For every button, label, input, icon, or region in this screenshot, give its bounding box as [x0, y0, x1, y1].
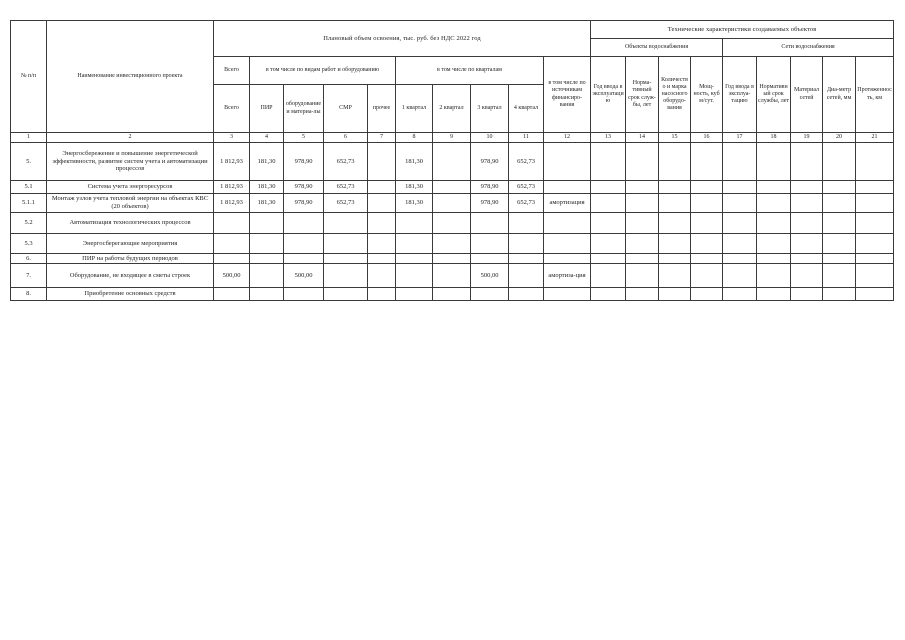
column-number: 2 — [47, 133, 214, 143]
row-number: 5. — [11, 143, 47, 181]
value-cell — [823, 288, 856, 301]
value-cell — [856, 288, 894, 301]
value-cell: 500,00 — [284, 264, 324, 288]
header-water-networks: Сети водоснабжения — [723, 39, 894, 57]
header-sub-col: 4 квартал — [509, 85, 544, 133]
header-sub-col: 3 квартал — [471, 85, 509, 133]
header-sub-col: оборудование и материа-лы — [284, 85, 324, 133]
column-numbers-row — [11, 133, 894, 143]
value-cell — [691, 254, 723, 264]
value-cell — [544, 234, 591, 254]
value-cell — [791, 254, 823, 264]
value-cell — [471, 213, 509, 234]
project-name: Система учета энергоресурсов — [47, 181, 214, 194]
value-cell — [250, 264, 284, 288]
value-cell: 500,00 — [471, 264, 509, 288]
value-cell — [324, 264, 368, 288]
table-body — [11, 143, 894, 301]
header-tech-col: Год ввода в эксплуа-тацию — [723, 57, 757, 133]
header-sub-col: прочее — [368, 85, 396, 133]
value-cell — [591, 288, 626, 301]
value-cell — [368, 288, 396, 301]
value-cell — [856, 264, 894, 288]
value-cell — [509, 234, 544, 254]
value-cell — [284, 234, 324, 254]
value-cell — [856, 194, 894, 213]
value-cell: 500,00 — [214, 264, 250, 288]
value-cell — [396, 213, 433, 234]
value-cell — [791, 194, 823, 213]
header-water-objects: Объекты водоснабжения — [591, 39, 723, 57]
header-tech-col: Диа-метр сетей, мм — [823, 57, 856, 133]
header-sub-col: СМР — [324, 85, 368, 133]
value-cell — [396, 234, 433, 254]
value-cell — [626, 143, 659, 181]
header-project-name: Наименование инвестиционного проекта — [47, 21, 214, 133]
value-cell — [509, 288, 544, 301]
column-number: 1 — [11, 133, 47, 143]
column-number: 8 — [396, 133, 433, 143]
value-cell: 1 812,93 — [214, 194, 250, 213]
value-cell — [691, 143, 723, 181]
value-cell: 652,73 — [509, 194, 544, 213]
value-cell — [823, 234, 856, 254]
header-tech-col: Норма-тивный срок служ-бы, лет — [626, 57, 659, 133]
value-cell — [591, 194, 626, 213]
value-cell — [591, 181, 626, 194]
value-cell: 652,73 — [509, 143, 544, 181]
value-cell — [471, 254, 509, 264]
value-cell — [723, 213, 757, 234]
value-cell — [368, 181, 396, 194]
value-cell — [659, 194, 691, 213]
value-cell — [433, 288, 471, 301]
value-cell — [691, 264, 723, 288]
value-cell: 181,30 — [250, 143, 284, 181]
value-cell — [433, 143, 471, 181]
column-number: 12 — [544, 133, 591, 143]
value-cell — [214, 234, 250, 254]
value-cell — [659, 288, 691, 301]
value-cell — [626, 213, 659, 234]
value-cell — [591, 234, 626, 254]
value-cell — [791, 143, 823, 181]
header-sub-col: 1 квартал — [396, 85, 433, 133]
table-row — [11, 254, 894, 264]
value-cell — [823, 254, 856, 264]
value-cell — [591, 143, 626, 181]
column-number: 9 — [433, 133, 471, 143]
value-cell — [856, 213, 894, 234]
value-cell: 181,30 — [396, 143, 433, 181]
column-number: 13 — [591, 133, 626, 143]
project-name: Приобретение основных средств — [47, 288, 214, 301]
value-cell: 978,90 — [284, 181, 324, 194]
table-row — [11, 194, 894, 213]
value-cell — [757, 213, 791, 234]
value-cell — [723, 288, 757, 301]
value-cell — [591, 264, 626, 288]
header-tech-characteristics: Технические характеристики создаваемых объектов — [591, 21, 894, 39]
column-number: 16 — [691, 133, 723, 143]
value-cell — [723, 181, 757, 194]
value-cell — [757, 234, 791, 254]
table-row — [11, 288, 894, 301]
value-cell — [471, 234, 509, 254]
value-cell — [823, 143, 856, 181]
header-sub-col: 2 квартал — [433, 85, 471, 133]
value-cell — [396, 288, 433, 301]
value-cell — [856, 181, 894, 194]
column-number: 15 — [659, 133, 691, 143]
value-cell — [659, 234, 691, 254]
header-plan-volume: Плановый объем освоения, тыс. руб. без НДС 2022 год — [214, 21, 591, 57]
value-cell — [250, 234, 284, 254]
value-cell — [626, 234, 659, 254]
value-cell: 652,73 — [324, 181, 368, 194]
project-name: Автоматизация технологических процессов — [47, 213, 214, 234]
value-cell — [791, 213, 823, 234]
value-cell — [659, 213, 691, 234]
value-cell — [626, 254, 659, 264]
value-cell — [691, 213, 723, 234]
value-cell — [591, 254, 626, 264]
header-tech-col: Нормативный срок службы, лет — [757, 57, 791, 133]
column-number: 10 — [471, 133, 509, 143]
value-cell: амортизация — [544, 194, 591, 213]
column-number: 19 — [791, 133, 823, 143]
column-number: 4 — [250, 133, 284, 143]
value-cell — [250, 254, 284, 264]
table-row — [11, 143, 894, 181]
investment-table — [10, 20, 894, 301]
value-cell — [433, 254, 471, 264]
header-tech-col: Материал сетей — [791, 57, 823, 133]
value-cell — [691, 288, 723, 301]
value-cell — [757, 181, 791, 194]
value-cell — [723, 264, 757, 288]
table-header — [11, 21, 894, 143]
row-number: 6. — [11, 254, 47, 264]
table-row — [11, 234, 894, 254]
value-cell — [659, 143, 691, 181]
header-sub-col: ПИР — [250, 85, 284, 133]
column-number: 5 — [284, 133, 324, 143]
value-cell — [823, 194, 856, 213]
value-cell — [544, 143, 591, 181]
value-cell — [723, 143, 757, 181]
value-cell — [284, 254, 324, 264]
column-number: 21 — [856, 133, 894, 143]
project-name: Монтаж узлов учета тепловой энергии на объектах КВС (20 объектов) — [47, 194, 214, 213]
value-cell — [368, 254, 396, 264]
column-number: 7 — [368, 133, 396, 143]
value-cell — [691, 181, 723, 194]
value-cell: 978,90 — [471, 194, 509, 213]
value-cell — [723, 194, 757, 213]
row-number: 8. — [11, 288, 47, 301]
value-cell: 1 812,93 — [214, 181, 250, 194]
header-tech-col: Год ввода в эксплуатацию — [591, 57, 626, 133]
header-by-work-types: в том числе по видам работ и оборудованию — [250, 57, 396, 85]
header-sub-col: Всего — [214, 85, 250, 133]
value-cell — [509, 264, 544, 288]
value-cell — [544, 254, 591, 264]
value-cell — [757, 264, 791, 288]
value-cell: 181,30 — [250, 181, 284, 194]
project-name: ПИР на работы будущих периодов — [47, 254, 214, 264]
value-cell — [396, 254, 433, 264]
value-cell — [214, 288, 250, 301]
value-cell: 652,73 — [324, 194, 368, 213]
value-cell: 978,90 — [284, 143, 324, 181]
value-cell — [856, 234, 894, 254]
value-cell — [791, 264, 823, 288]
value-cell — [324, 213, 368, 234]
value-cell — [757, 254, 791, 264]
value-cell — [544, 181, 591, 194]
value-cell — [757, 194, 791, 213]
column-number: 17 — [723, 133, 757, 143]
value-cell — [214, 254, 250, 264]
value-cell — [433, 181, 471, 194]
value-cell — [856, 254, 894, 264]
value-cell: 652,73 — [509, 181, 544, 194]
header-tech-col: Протяженность, км — [856, 57, 894, 133]
value-cell — [691, 194, 723, 213]
header-row-number: № п/п — [11, 21, 47, 133]
value-cell — [368, 264, 396, 288]
table-row — [11, 181, 894, 194]
value-cell: 181,30 — [396, 181, 433, 194]
value-cell: 181,30 — [396, 194, 433, 213]
column-number: 20 — [823, 133, 856, 143]
value-cell — [368, 194, 396, 213]
value-cell — [284, 213, 324, 234]
value-cell — [544, 213, 591, 234]
value-cell — [433, 194, 471, 213]
value-cell — [757, 288, 791, 301]
row-number: 5.1.1 — [11, 194, 47, 213]
value-cell — [324, 234, 368, 254]
value-cell — [626, 181, 659, 194]
value-cell — [823, 213, 856, 234]
value-cell — [823, 264, 856, 288]
row-number: 5.2 — [11, 213, 47, 234]
value-cell: амортиза-ция — [544, 264, 591, 288]
row-number: 5.3 — [11, 234, 47, 254]
value-cell — [757, 143, 791, 181]
value-cell — [544, 288, 591, 301]
value-cell — [509, 213, 544, 234]
header-total-top: Всего — [214, 57, 250, 85]
column-number: 11 — [509, 133, 544, 143]
value-cell — [856, 143, 894, 181]
value-cell — [509, 254, 544, 264]
value-cell — [214, 213, 250, 234]
header-by-quarters: в том числе по кварталам — [396, 57, 544, 85]
table-row — [11, 213, 894, 234]
value-cell — [591, 213, 626, 234]
value-cell: 652,73 — [324, 143, 368, 181]
value-cell — [659, 254, 691, 264]
value-cell — [324, 254, 368, 264]
value-cell — [471, 288, 509, 301]
value-cell — [659, 264, 691, 288]
value-cell — [723, 234, 757, 254]
header-tech-col: Мощ-ность, куб м/сут. — [691, 57, 723, 133]
project-name: Оборудование, не входящее в сметы строек — [47, 264, 214, 288]
column-number: 14 — [626, 133, 659, 143]
value-cell — [368, 143, 396, 181]
value-cell — [626, 264, 659, 288]
column-number: 3 — [214, 133, 250, 143]
value-cell — [823, 181, 856, 194]
value-cell — [433, 213, 471, 234]
table-row — [11, 264, 894, 288]
project-name: Энергосбережение и повышение энергетической эффективности, развитие систем учета и автоматизации процессов — [47, 143, 214, 181]
value-cell: 181,30 — [250, 194, 284, 213]
value-cell — [433, 264, 471, 288]
value-cell — [791, 288, 823, 301]
value-cell: 978,90 — [471, 181, 509, 194]
column-number: 18 — [757, 133, 791, 143]
header-tech-col: Количество и марка насосного оборудо-вания — [659, 57, 691, 133]
value-cell — [723, 254, 757, 264]
column-number: 6 — [324, 133, 368, 143]
value-cell — [433, 234, 471, 254]
value-cell: 1 812,93 — [214, 143, 250, 181]
value-cell — [396, 264, 433, 288]
value-cell — [659, 181, 691, 194]
value-cell — [324, 288, 368, 301]
value-cell — [791, 181, 823, 194]
value-cell: 978,90 — [284, 194, 324, 213]
value-cell — [626, 288, 659, 301]
value-cell — [691, 234, 723, 254]
project-name: Энергосберегающие мероприятия — [47, 234, 214, 254]
value-cell — [250, 288, 284, 301]
header-by-sources: в том числе по источникам финансиро-вания — [544, 57, 591, 133]
value-cell — [284, 288, 324, 301]
value-cell — [250, 213, 284, 234]
value-cell: 978,90 — [471, 143, 509, 181]
value-cell — [368, 213, 396, 234]
value-cell — [626, 194, 659, 213]
value-cell — [791, 234, 823, 254]
row-number: 7. — [11, 264, 47, 288]
value-cell — [368, 234, 396, 254]
row-number: 5.1 — [11, 181, 47, 194]
